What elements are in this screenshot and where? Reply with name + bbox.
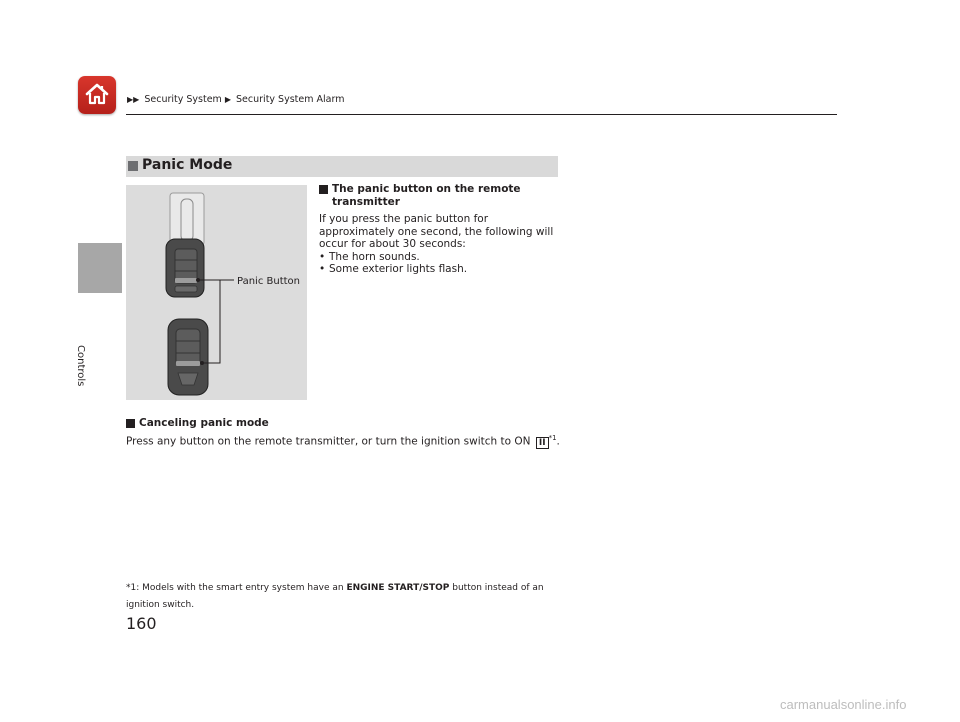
remote-transmitter-figure (126, 185, 307, 400)
transmitter-heading-line2: transmitter (332, 195, 400, 208)
breadcrumb-item-security-system[interactable]: Security System (144, 94, 222, 105)
sidebar-tab-marker (78, 243, 122, 293)
cancel-text: Press any button on the remote transmitter, or turn the ignition switch to ON (126, 435, 531, 448)
footnote-bold-term: ENGINE START/STOP (346, 583, 450, 593)
footnote: *1: Models with the smart entry system have an ENGINE START/STOP button instead of an ignition switch. (126, 583, 544, 610)
transmitter-description (319, 183, 559, 276)
breadcrumb-arrow-icon: ▶▶ (127, 95, 140, 104)
transmitter-heading (319, 183, 559, 208)
watermark-text: carmanualsonline.info (780, 697, 907, 712)
heading-square-icon (319, 185, 328, 194)
list-item: • The horn sounds. (319, 250, 420, 263)
footnote-ref-link[interactable]: *1 (548, 434, 557, 442)
header-divider (126, 114, 837, 115)
cancel-text-line: Press any button on the remote transmitter, or turn the ignition switch to ON II $^{*1}$. (126, 434, 560, 448)
list-item: • Some exterior lights flash. (319, 263, 468, 275)
breadcrumb (127, 94, 344, 105)
section-header (126, 156, 558, 177)
home-icon (83, 80, 111, 108)
ignition-on-key-icon: II (536, 437, 549, 449)
remote-keys-illustration (126, 185, 307, 400)
sidebar-section-label[interactable]: Controls (75, 345, 86, 387)
cancel-heading: Canceling panic mode (126, 417, 686, 430)
section-title: Panic Mode (142, 157, 233, 173)
cancel-section (126, 417, 686, 449)
bullet-lights: Some exterior lights flash. (329, 263, 468, 275)
bullet-horn: The horn sounds. (329, 250, 420, 263)
heading-square-icon (126, 419, 135, 428)
breadcrumb-item-security-system-alarm[interactable]: Security System Alarm (236, 94, 345, 105)
panic-button-callout: Panic Button (237, 276, 300, 287)
breadcrumb-arrow-icon: ▶ (224, 95, 231, 104)
home-button[interactable] (78, 76, 116, 114)
transmitter-paragraph: If you press the panic button for approximately one second, the following will occur for about 30 seconds: (319, 213, 554, 250)
transmitter-heading-line1: The panic button on the remote (332, 183, 521, 195)
section-square-icon (128, 161, 138, 171)
page-number: 160 (126, 614, 157, 633)
